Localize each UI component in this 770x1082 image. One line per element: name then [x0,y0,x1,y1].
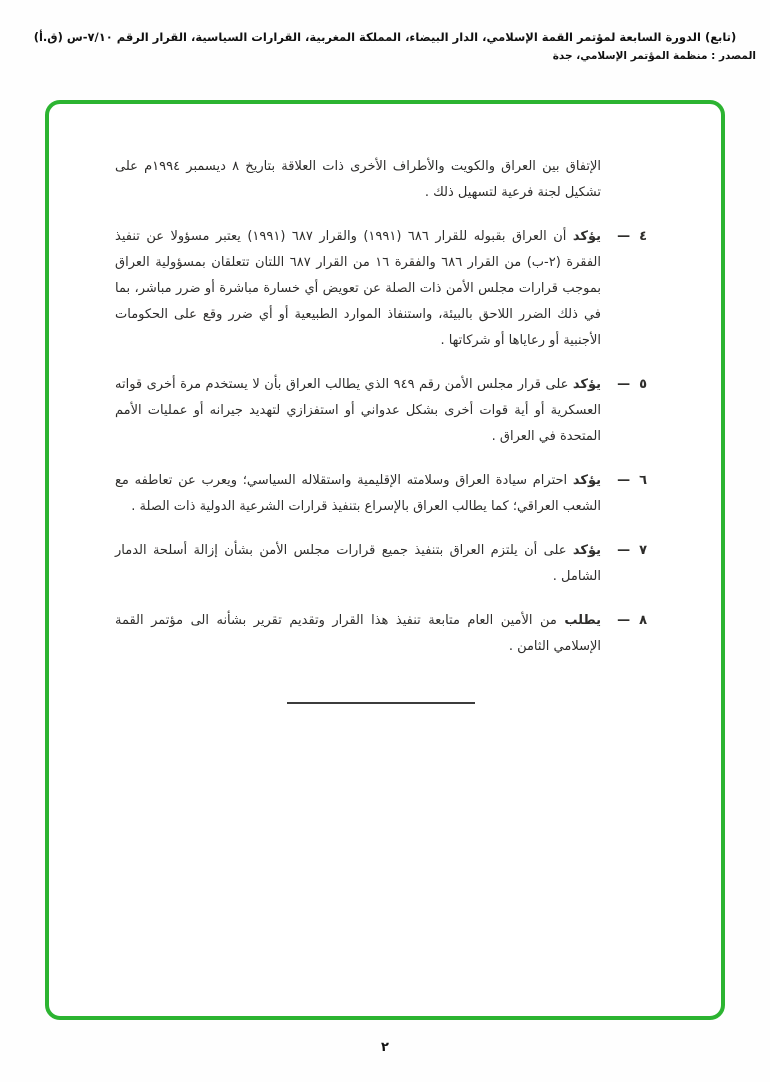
item-lead-word: يؤكد [572,229,601,244]
item-marker [601,468,647,494]
item-marker [601,538,647,564]
item-body-text: على قرار مجلس الأمن رقم ٩٤٩ الذي يطالب العراق بأن لا يستخدم مرة أخرى قواته العسكرية أو أية قوات أخرى بشكل عدواني أو استفزازي لتهديد جيرانه أو عمليات الأمم المتحدة في العراق . [115,377,601,444]
scan-border-frame [45,100,725,1020]
item-marker [601,224,647,250]
header-source: المصدر : منظمة المؤتمر الإسلامي، جدة [552,50,756,62]
item-text [115,538,601,590]
item-number: ٦ [639,473,647,488]
item-lead-word: يؤكد [572,377,601,392]
dash: — [617,473,631,488]
item-lead-word: يؤكد [572,543,601,558]
item-body-text: أن العراق بقبوله للقرار ٦٨٦ (١٩٩١) والقرار ٦٨٧ (١٩٩١) يعتبر مسؤولا عن تنفيذ الفقرة (٢-ب) من القرار ٦٨٦ والفقرة ١٦ من القرار ٦٨٧ اللتان تتعلقان بمسؤولية العراق بموجب قرارات مجلس الأمن ذات الصلة عن تعويض أي خسارة مباشرة أو ضرر مباشر، بما في ذلك الضرر اللاحق بالبيئة، واستنفاذ الموارد الطبيعية أو أي ضرر وقع على الحكومات الأجنبية أو رعاياها أو شركاتها . [115,229,601,348]
item-text [115,468,601,520]
paragraph-continuation: الإتفاق بين العراق والكويت والأطراف الأخرى ذات العلاقة بتاريخ ٨ ديسمبر ١٩٩٤م على تشكيل لجنة فرعية لتسهيل ذلك . [115,159,602,200]
dash: — [617,229,631,244]
resolution-item-4 [115,224,647,354]
item-body-text: من الأمين العام متابعة تنفيذ هذا القرار وتقديم تقرير بشأنه الى مؤتمر القمة الإسلامي الثامن . [115,613,601,654]
separator-line [287,702,475,704]
dash: — [617,613,631,628]
page-number: ٢ [381,1040,389,1055]
item-text [115,372,601,450]
item-number: ٧ [639,543,647,558]
item-number: ٨ [639,613,647,628]
resolution-item-7 [115,538,647,590]
header-title: (تابع) الدورة السابعة لمؤتمر القمة الإسلامي، الدار البيضاء، المملكة المغربية، القرارات السياسية، القرار الرقم ٧/١٠-س (ق.أ) [33,30,737,44]
item-lead-word: يؤكد [572,473,601,488]
document-header [10,30,760,62]
item-text [115,608,601,660]
item-marker [601,608,647,634]
item-marker [601,372,647,398]
item-body-text: احترام سيادة العراق وسلامته الإقليمية واستقلاله السياسي؛ ويعرب عن تعاطفه مع الشعب العراقي؛ كما يطالب العراق بالإسراع بتنفيذ قرارات الشرعية الدولية ذات الصلة . [115,473,601,514]
item-lead-word: يطلب [564,613,601,628]
resolution-item-5 [115,372,647,450]
resolution-item-6 [115,468,647,520]
dash: — [617,377,631,392]
item-number: ٥ [639,377,647,392]
resolution-item-8 [115,608,647,660]
dash: — [617,543,631,558]
page-footer [0,1040,770,1055]
item-text [115,224,601,354]
scan-content [115,154,647,704]
item-number: ٤ [639,229,647,244]
item-body-text: على أن يلتزم العراق بتنفيذ جميع قرارات مجلس الأمن بشأن إزالة أسلحة الدمار الشامل . [115,543,601,584]
